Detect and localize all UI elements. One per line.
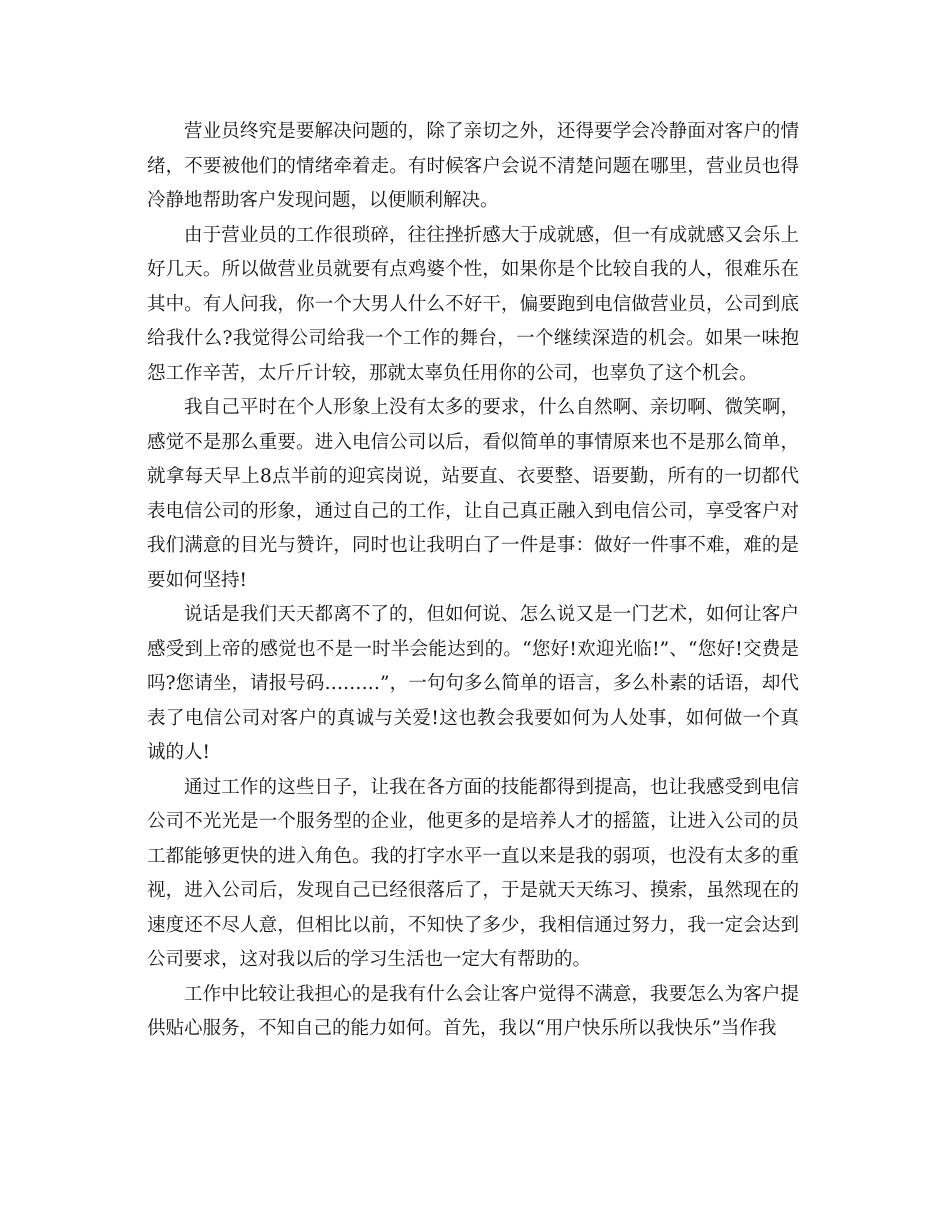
paragraph: 营业员终究是要解决问题的，除了亲切之外，还得要学会冷静面对客户的情绪，不要被他们的情绪牵着走。有时候客户会说不清楚问题在哪里，营业员也得冷静地帮助客户发现问题，以便顺利解决。 [147,121,799,211]
paragraph: 由于营业员的工作很琐碎，往往挫折感大于成就感，但一有成就感又会乐上好几天。所以做营业员就要有点鸡婆个性，如果你是个比较自我的人，很难乐在其中。有人问我，你一个大男人什么不好干，偏要跑到电信做营业员，公司到底给我什么?我觉得公司给我一个工作的舞台，一个继续深造的机会。如果一味抱怨工作辛苦，太斤斤计较，那就太辜负任用你的公司，也辜负了这个机会。 [147,224,799,384]
paragraph: 我自己平时在个人形象上没有太多的要求，什么自然啊、亲切啊、微笑啊，感觉不是那么重要。进入电信公司以后，看似简单的事情原来也不是那么简单，就拿每天早上8点半前的迎宾岗说，站要直、衣要整、语要勤，所有的一切都代表电信公司的形象，通过自己的工作，让自己真正融入到电信公司，享受客户对我们满意的目光与赞许，同时也让我明白了一件是事：做好一件事不难，难的是要如何坚持! [147,397,799,591]
paragraph: 说话是我们天天都离不了的，但如何说、怎么说又是一门艺术，如何让客户感受到上帝的感觉也不是一时半会能达到的。“您好!欢迎光临!”、“您好!交费是吗?您请坐，请报号码………”，一句句多么简单的语言，多么朴素的话语，却代表了电信公司对客户的真诚与关爱!这也教会我要如何为人处事，如何做一个真诚的人! [147,604,799,763]
document-page [147,115,799,1047]
paragraph: 工作中比较让我担心的是我有什么会让客户觉得不满意，我要怎么为客户提供贴心服务，不知自己的能力如何。首先，我以“用户快乐所以我快乐”当作我 [147,983,799,1039]
paragraph: 通过工作的这些日子，让我在各方面的技能都得到提高，也让我感受到电信公司不光光是一个服务型的企业，他更多的是培养人才的摇篮，让进入公司的员工都能够更快的进入角色。我的打字水平一直以来是我的弱项，也没有太多的重视，进入公司后，发现自己已经很落后了，于是就天天练习、摸索，虽然现在的速度还不尽人意，但相比以前，不知快了多少，我相信通过努力，我一定会达到公司要求，这对我以后的学习生活也一定大有帮助的。 [147,776,799,970]
